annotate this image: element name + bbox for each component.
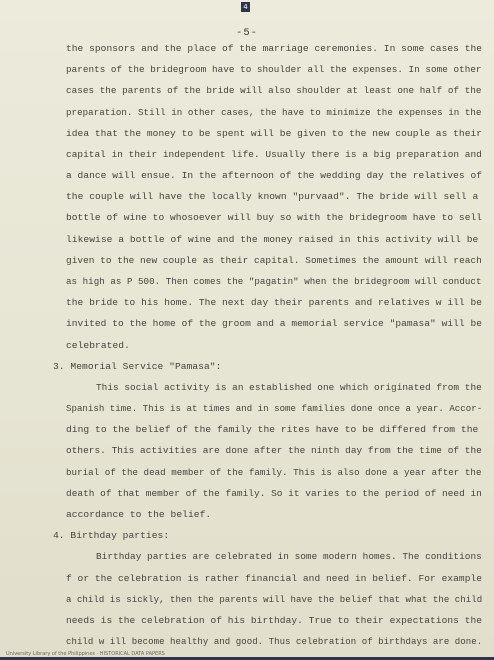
body-line: needs is the celebration of his birthday. True to their expectations the bbox=[66, 614, 483, 626]
body-line: capital in their independent life. Usually there is a big preparation and bbox=[66, 148, 482, 160]
body-line: child w ill become healthy and good. Thus celebration of birthdays are done. bbox=[66, 636, 483, 647]
body-line: death of that member of the family. So it varies to the period of need in bbox=[66, 487, 482, 499]
body-line: f or the celebration is rather financial and need in belief. For example bbox=[66, 572, 483, 584]
body-line: This social activity is an established one which originated from the bbox=[96, 381, 482, 393]
body-line: likewise a bottle of wine and the money raised in this activity will be bbox=[66, 233, 479, 245]
body-line: Spanish time. This is at times and in some families done once a year. Accor- bbox=[66, 403, 483, 414]
body-line: a dance will ensue. In the afternoon of the wedding day the relatives of bbox=[66, 170, 483, 182]
body-line: the couple will have the locally known "purvaad". The bride will sell a bbox=[66, 191, 479, 203]
body-line: preparation. Still in other cases, the have to minimize the expenses in the bbox=[66, 106, 482, 118]
body-line: others. This activities are done after the ninth day from the time of the bbox=[66, 445, 482, 457]
body-line: cases the parents of the bride will also shoulder at least one half of the bbox=[66, 85, 482, 97]
body-line: given to the new couple as their capital. Sometimes the amount will reach bbox=[66, 254, 482, 266]
scan-credit: University Library of the Philippines · HISTORICAL DATA PAPERS bbox=[6, 651, 165, 657]
body-line: invited to the home of the groom and a memorial service "pamasa" will be bbox=[66, 318, 483, 330]
body-line: the bride to his home. The next day their parents and relatives w ill be bbox=[66, 297, 483, 309]
body-line: parents of the bridegroom have to shoulder all the expenses. In some other bbox=[66, 64, 482, 76]
body-line: burial of the dead member of the family. This is also done a year after the bbox=[66, 466, 482, 478]
section-heading: 3. Memorial Service "Pamasa": bbox=[53, 360, 222, 372]
page-tab-marker: 4 bbox=[241, 2, 250, 12]
body-line: the sponsors and the place of the marriage ceremonies. In some cases the bbox=[66, 43, 483, 54]
body-line: idea that the money to be spent will be given to the new couple as their bbox=[66, 127, 483, 139]
body-line: as high as P 500. Then comes the "pagatin" when the bridegroom will conduct bbox=[66, 276, 482, 287]
body-line: bottle of wine to whosoever will buy so with the bridegroom have to sell bbox=[66, 212, 483, 224]
body-line: celebrated. bbox=[66, 339, 130, 351]
body-line: accordance to the belief. bbox=[66, 508, 212, 520]
body-line: ding to the belief of the family the rites have to be differed from the bbox=[66, 424, 479, 436]
body-line: a child is sickly, then the parents will have the belief that what the child bbox=[66, 593, 483, 605]
page-number: -5- bbox=[236, 27, 258, 39]
section-heading: 4. Birthday parties: bbox=[53, 530, 170, 542]
body-line: Birthday parties are celebrated in some modern homes. The conditions bbox=[96, 551, 482, 563]
